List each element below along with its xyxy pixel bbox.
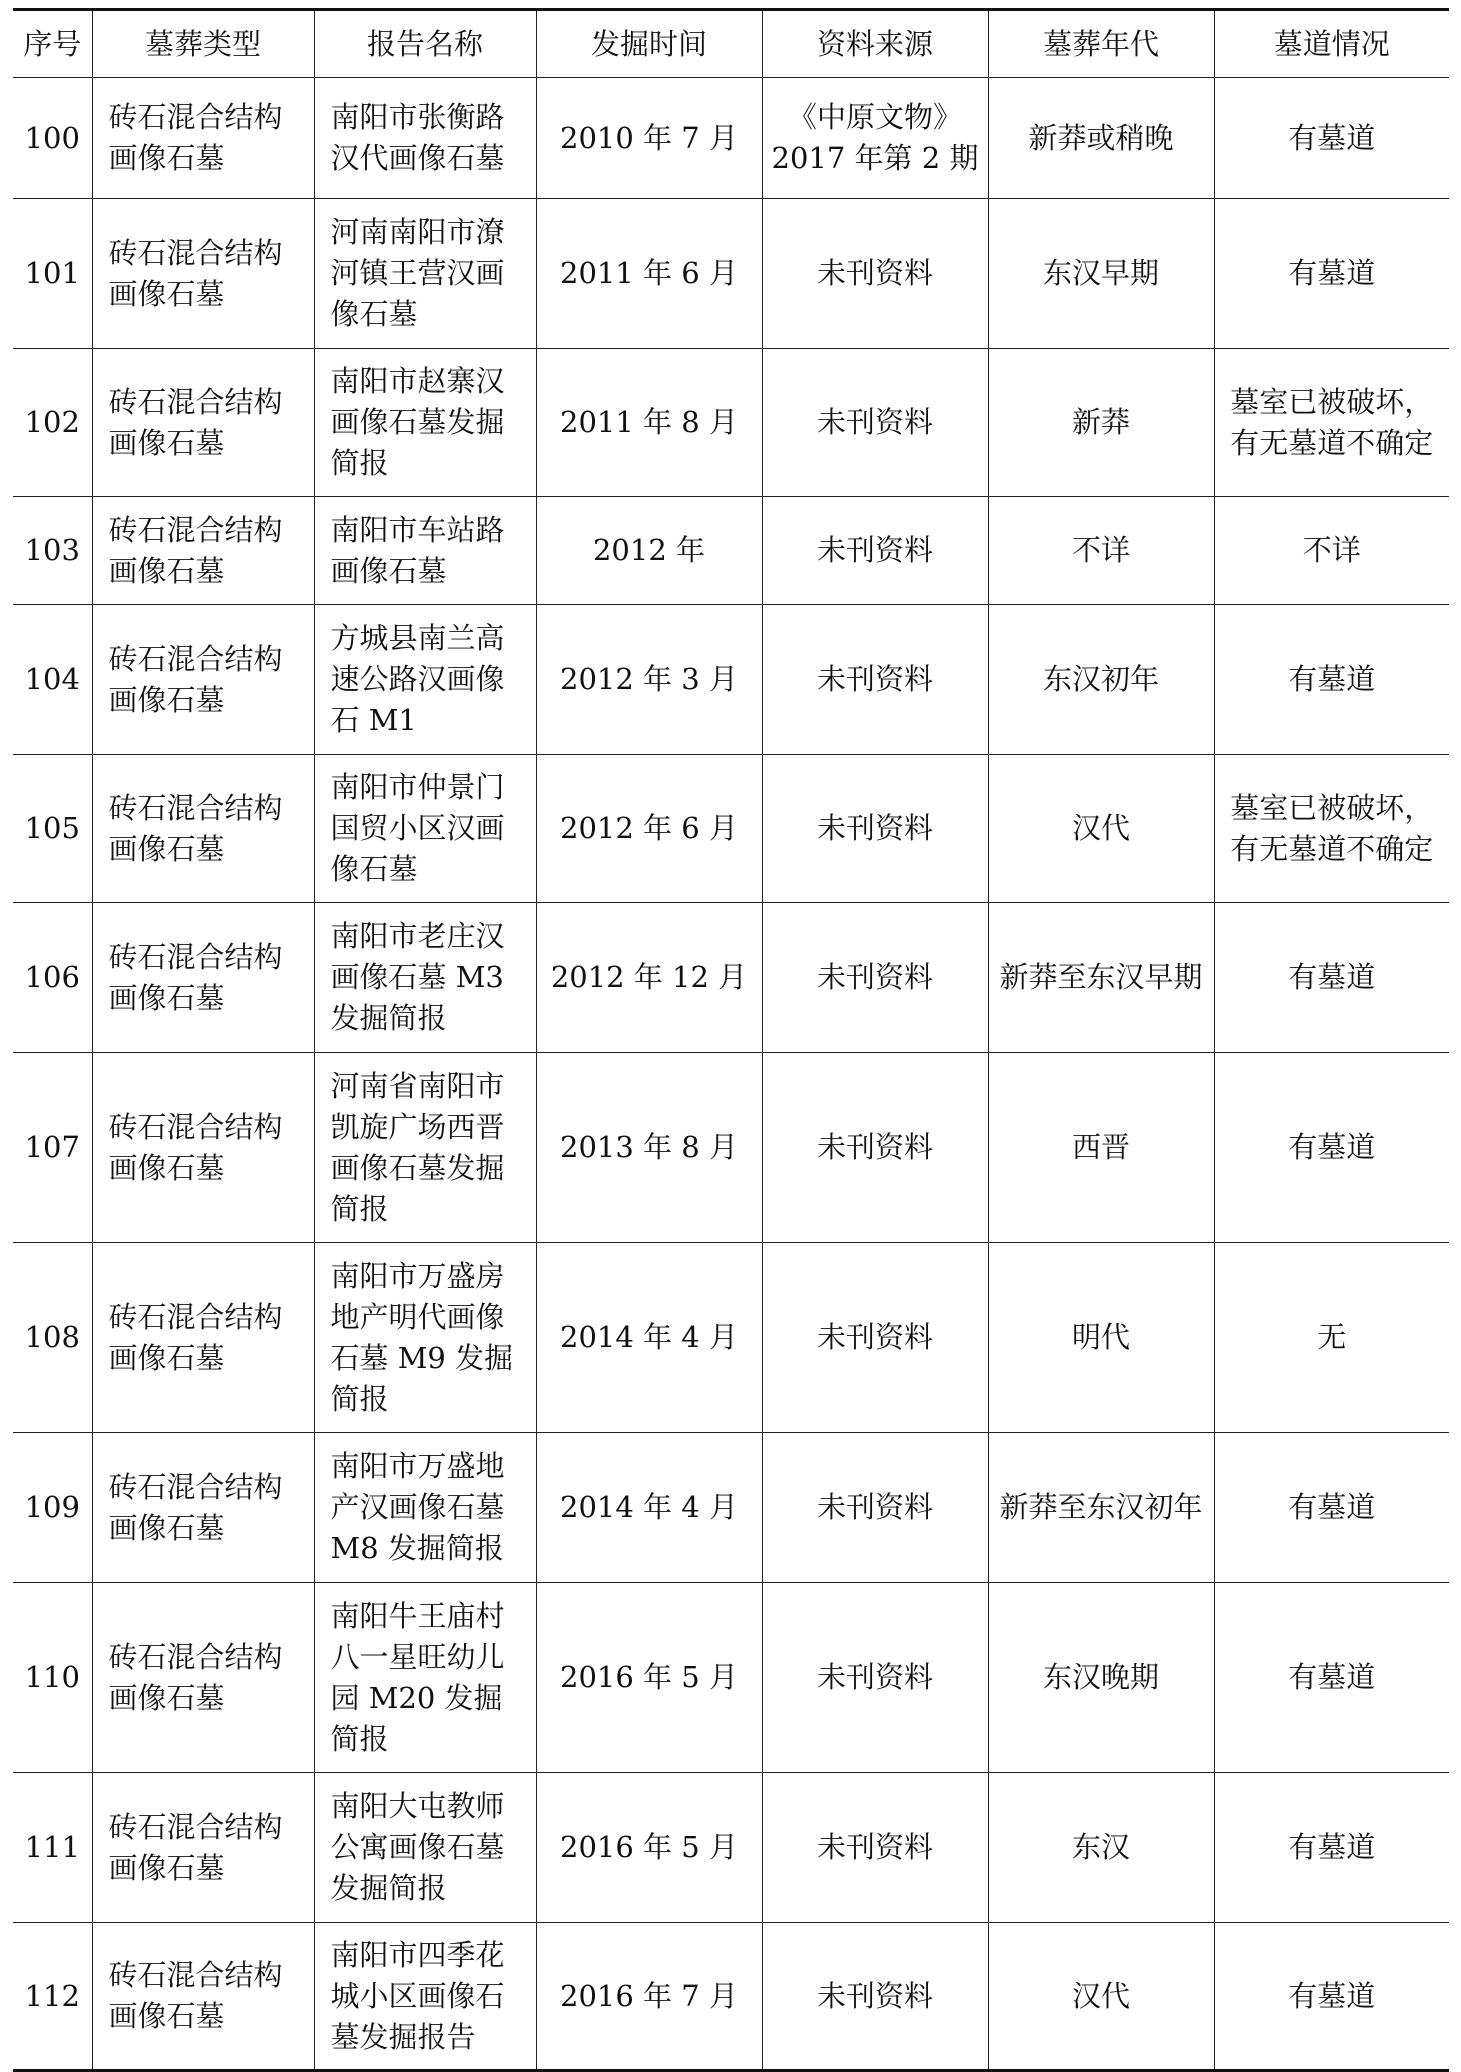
cell-excavation-date: 2016 年 7 月 [536, 1923, 762, 2071]
cell-source: 《中原文物》2017 年第 2 期 [762, 78, 988, 199]
cell-no: 107 [13, 1053, 92, 1243]
cell-source: 未刊资料 [762, 1433, 988, 1583]
cell-no: 100 [13, 78, 92, 199]
table-header [13, 10, 1449, 78]
table-body [13, 78, 1449, 2071]
header-no: 序号 [13, 10, 92, 78]
cell-excavation-date: 2011 年 8 月 [536, 349, 762, 497]
cell-passage: 有墓道 [1214, 1583, 1449, 1773]
table-row [13, 1053, 1449, 1243]
tomb-table-page [13, 8, 1449, 2072]
cell-passage: 不详 [1214, 497, 1449, 605]
cell-tomb-type: 砖石混合结构画像石墓 [92, 605, 314, 755]
cell-tomb-type: 砖石混合结构画像石墓 [92, 1773, 314, 1923]
cell-tomb-type: 砖石混合结构画像石墓 [92, 199, 314, 349]
cell-excavation-date: 2014 年 4 月 [536, 1433, 762, 1583]
cell-tomb-type: 砖石混合结构画像石墓 [92, 1243, 314, 1433]
cell-report-name: 南阳大屯教师公寓画像石墓发掘简报 [314, 1773, 536, 1923]
cell-no: 102 [13, 349, 92, 497]
cell-source: 未刊资料 [762, 199, 988, 349]
cell-excavation-date: 2012 年 3 月 [536, 605, 762, 755]
cell-excavation-date: 2016 年 5 月 [536, 1773, 762, 1923]
cell-excavation-date: 2010 年 7 月 [536, 78, 762, 199]
cell-report-name: 南阳市万盛地产汉画像石墓 M8 发掘简报 [314, 1433, 536, 1583]
cell-tomb-era: 东汉早期 [988, 199, 1214, 349]
cell-report-name: 南阳市张衡路汉代画像石墓 [314, 78, 536, 199]
cell-tomb-era: 明代 [988, 1243, 1214, 1433]
cell-report-name: 南阳市车站路画像石墓 [314, 497, 536, 605]
cell-passage: 墓室已被破坏，有无墓道不确定 [1214, 349, 1449, 497]
cell-passage: 有墓道 [1214, 78, 1449, 199]
cell-no: 101 [13, 199, 92, 349]
cell-source: 未刊资料 [762, 1243, 988, 1433]
table-row [13, 1923, 1449, 2071]
cell-tomb-type: 砖石混合结构画像石墓 [92, 497, 314, 605]
cell-source: 未刊资料 [762, 755, 988, 903]
table-row [13, 78, 1449, 199]
cell-report-name: 南阳市四季花城小区画像石墓发掘报告 [314, 1923, 536, 2071]
cell-excavation-date: 2011 年 6 月 [536, 199, 762, 349]
cell-source: 未刊资料 [762, 1773, 988, 1923]
table-row [13, 497, 1449, 605]
cell-report-name: 河南南阳市潦河镇王营汉画像石墓 [314, 199, 536, 349]
cell-excavation-date: 2013 年 8 月 [536, 1053, 762, 1243]
cell-tomb-era: 新莽至东汉早期 [988, 903, 1214, 1053]
cell-no: 104 [13, 605, 92, 755]
cell-no: 106 [13, 903, 92, 1053]
cell-excavation-date: 2016 年 5 月 [536, 1583, 762, 1773]
cell-no: 108 [13, 1243, 92, 1433]
header-tomb-type: 墓葬类型 [92, 10, 314, 78]
cell-report-name: 南阳市赵寨汉画像石墓发掘简报 [314, 349, 536, 497]
cell-source: 未刊资料 [762, 497, 988, 605]
cell-tomb-era: 汉代 [988, 755, 1214, 903]
cell-tomb-type: 砖石混合结构画像石墓 [92, 1923, 314, 2071]
table-row [13, 1583, 1449, 1773]
cell-source: 未刊资料 [762, 1053, 988, 1243]
cell-excavation-date: 2012 年 [536, 497, 762, 605]
cell-passage: 有墓道 [1214, 1923, 1449, 2071]
cell-no: 110 [13, 1583, 92, 1773]
header-source: 资料来源 [762, 10, 988, 78]
cell-excavation-date: 2012 年 12 月 [536, 903, 762, 1053]
cell-report-name: 南阳市老庄汉画像石墓 M3 发掘简报 [314, 903, 536, 1053]
cell-tomb-era: 汉代 [988, 1923, 1214, 2071]
header-report-name: 报告名称 [314, 10, 536, 78]
cell-tomb-type: 砖石混合结构画像石墓 [92, 903, 314, 1053]
header-passage: 墓道情况 [1214, 10, 1449, 78]
cell-tomb-era: 西晋 [988, 1053, 1214, 1243]
cell-passage: 有墓道 [1214, 1053, 1449, 1243]
cell-tomb-era: 新莽 [988, 349, 1214, 497]
cell-passage: 有墓道 [1214, 903, 1449, 1053]
cell-source: 未刊资料 [762, 605, 988, 755]
cell-passage: 墓室已被破坏，有无墓道不确定 [1214, 755, 1449, 903]
cell-passage: 有墓道 [1214, 1773, 1449, 1923]
table-row [13, 903, 1449, 1053]
cell-passage: 无 [1214, 1243, 1449, 1433]
header-tomb-era: 墓葬年代 [988, 10, 1214, 78]
cell-tomb-era: 东汉 [988, 1773, 1214, 1923]
cell-no: 103 [13, 497, 92, 605]
table-row [13, 349, 1449, 497]
cell-passage: 有墓道 [1214, 605, 1449, 755]
cell-passage: 有墓道 [1214, 199, 1449, 349]
table-row [13, 1433, 1449, 1583]
cell-tomb-type: 砖石混合结构画像石墓 [92, 1053, 314, 1243]
table-row [13, 1773, 1449, 1923]
table-row [13, 1243, 1449, 1433]
header-row [13, 10, 1449, 78]
cell-tomb-type: 砖石混合结构画像石墓 [92, 78, 314, 199]
header-excavation-date: 发掘时间 [536, 10, 762, 78]
cell-passage: 有墓道 [1214, 1433, 1449, 1583]
cell-tomb-era: 东汉初年 [988, 605, 1214, 755]
cell-report-name: 南阳市万盛房地产明代画像石墓 M9 发掘简报 [314, 1243, 536, 1433]
cell-report-name: 南阳市仲景门国贸小区汉画像石墓 [314, 755, 536, 903]
cell-source: 未刊资料 [762, 1583, 988, 1773]
cell-tomb-era: 东汉晚期 [988, 1583, 1214, 1773]
table-row [13, 199, 1449, 349]
cell-tomb-era: 不详 [988, 497, 1214, 605]
cell-source: 未刊资料 [762, 349, 988, 497]
cell-tomb-era: 新莽或稍晚 [988, 78, 1214, 199]
cell-excavation-date: 2014 年 4 月 [536, 1243, 762, 1433]
cell-excavation-date: 2012 年 6 月 [536, 755, 762, 903]
cell-no: 109 [13, 1433, 92, 1583]
cell-tomb-type: 砖石混合结构画像石墓 [92, 1583, 314, 1773]
cell-source: 未刊资料 [762, 903, 988, 1053]
cell-no: 111 [13, 1773, 92, 1923]
cell-report-name: 南阳牛王庙村八一星旺幼儿园 M20 发掘简报 [314, 1583, 536, 1773]
cell-no: 112 [13, 1923, 92, 2071]
cell-tomb-type: 砖石混合结构画像石墓 [92, 349, 314, 497]
cell-tomb-type: 砖石混合结构画像石墓 [92, 1433, 314, 1583]
cell-source: 未刊资料 [762, 1923, 988, 2071]
tomb-table [13, 8, 1449, 2072]
table-row [13, 755, 1449, 903]
cell-no: 105 [13, 755, 92, 903]
cell-tomb-type: 砖石混合结构画像石墓 [92, 755, 314, 903]
cell-report-name: 方城县南兰高速公路汉画像石 M1 [314, 605, 536, 755]
cell-tomb-era: 新莽至东汉初年 [988, 1433, 1214, 1583]
cell-report-name: 河南省南阳市凯旋广场西晋画像石墓发掘简报 [314, 1053, 536, 1243]
table-row [13, 605, 1449, 755]
